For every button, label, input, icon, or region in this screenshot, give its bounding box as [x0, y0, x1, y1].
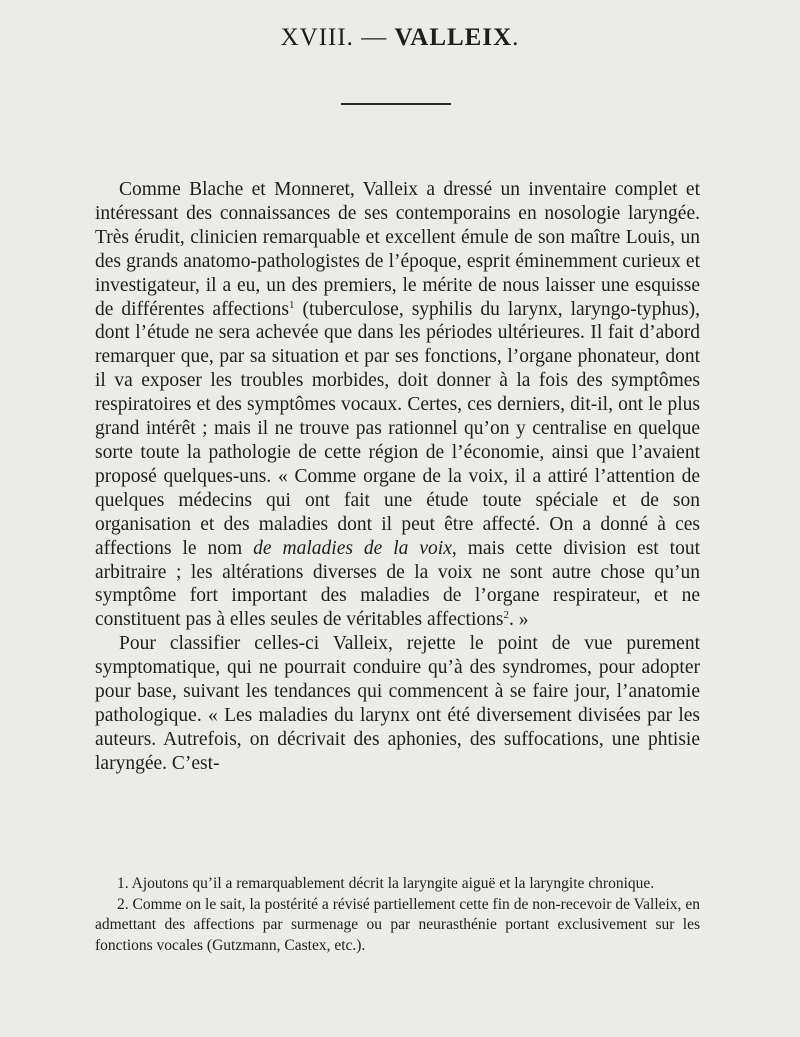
paragraph-1-text-a: Comme Blache et Monneret, Valleix a dressé un inventaire complet et intéressant des connaissances de ses contemporains en nosologie laryngée. Très érudit, clinicien remarquable et excellent émule de son maître Louis, un des grands anatomo-pathologistes de l’époque, esprit éminemment curieux et investigateur, il a eu, un des premiers, le mérite de nous laisser une esquisse de différentes affections [95, 179, 700, 320]
paragraph-1-italic: de maladies de la voix [253, 537, 452, 559]
paragraph-1-text-c: , mais cette division est tout arbitraire ; les altérations diverses de la voix ne sont autre chose qu’un symptôme fort important des maladies de l’organe respirateur, et ne constituent pas à elles seules de véritables affections [95, 537, 701, 631]
footnote-1: 1. Ajoutons qu’il a remarquablement décrit la laryngite aiguë et la laryngite chronique. [117, 875, 655, 892]
chapter-header [0, 24, 800, 52]
paragraph-1-text-d: . » [508, 609, 529, 631]
paragraph-2: Pour classifier celles-ci Valleix, rejette le point de vue purement symptomatique, qui ne pourrait conduire qu’à des syndromes, pour adopter pour base, suivant les tendances qui commencent à se faire jour, l’anatomie pathologique. « Les maladies du larynx ont été diversement divisées par les auteurs. Autrefois, on décrivait des aphonies, des suffocations, une phtisie laryngée. C’est- [95, 633, 700, 774]
footnote-ref-1: 1 [288, 298, 295, 311]
chapter-number: XVIII. [280, 24, 354, 51]
paragraph-1 [95, 178, 700, 632]
body-text [95, 178, 700, 776]
header-rule [341, 103, 451, 105]
chapter-period: . [512, 24, 520, 51]
footnote-ref-2: 2 [503, 609, 509, 622]
chapter-name: VALLEIX [394, 24, 513, 51]
chapter-dash: — [361, 24, 388, 51]
footnotes [95, 874, 700, 956]
footnote-2: 2. Comme on le sait, la postérité a révisé partiellement cette fin de non-recevoir de Valleix, en admettant des affections par surmenage ou par neurasthénie portant exclusivement sur les fonctions vocales (Gutzmann, Castex, etc.). [95, 895, 700, 954]
paragraph-1-text-b: (tuberculose, syphilis du larynx, laryngo-typhus), dont l’étude ne sera achevée que dans les périodes ultérieures. Il fait d’abord remarquer que, par sa situation et par ses fonctions, l’organe phonateur, dont il va exposer les troubles morbides, doit donner à la fois des symptômes respiratoires et des symptômes vocaux. Certes, ces derniers, dit-il, ont le plus grand intérêt ; mais il ne trouve pas rationnel qu’on y centralise en quelque sorte toute la pathologie de cette région de l’économie, ainsi que l’avaient proposé quelques-uns. « Comme organe de la voix, il a attiré l’attention de quelques médecins qui ont fait une étude toute spéciale et de son organisation et des maladies dont il peut être affecté. On a donné à ces affections le nom [95, 298, 701, 559]
